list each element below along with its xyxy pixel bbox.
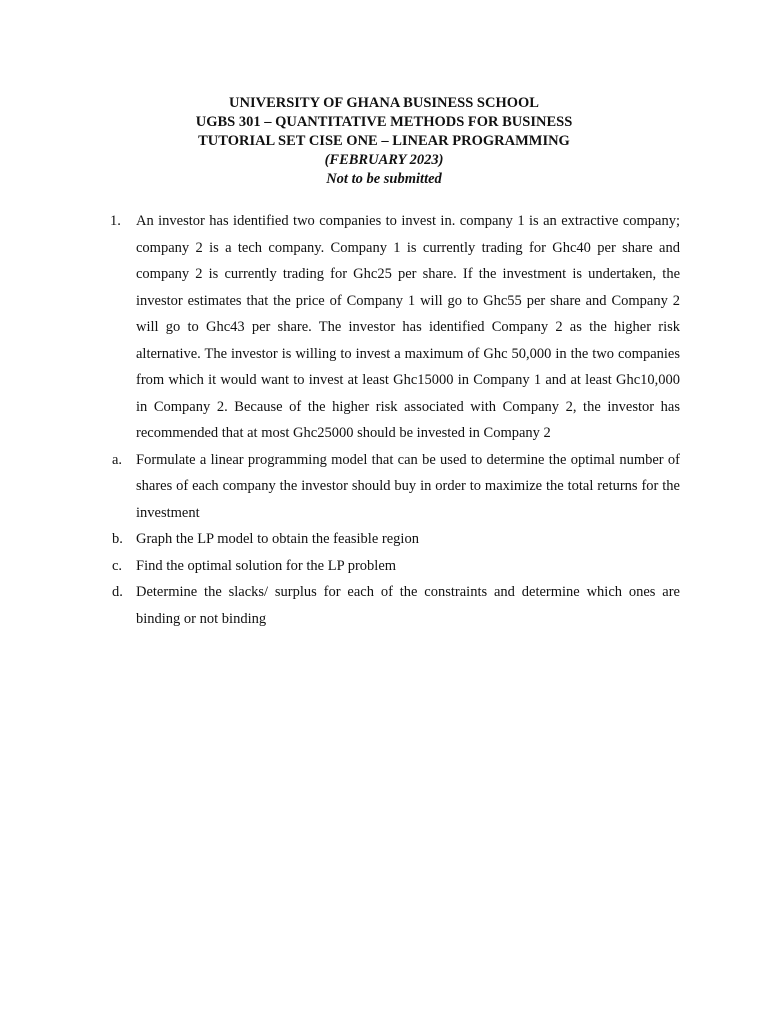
document-header bbox=[0, 94, 768, 189]
part-d-text: Determine the slacks/ surplus for each of the constraints and determine which ones are binding or not binding bbox=[136, 584, 680, 627]
question-row bbox=[110, 208, 680, 447]
school-name: UNIVERSITY OF GHANA BUSINESS SCHOOL bbox=[229, 95, 539, 111]
question-1 bbox=[110, 208, 680, 632]
part-a-text: Formulate a linear programming model that can be used to determine the optimal number of shares of each company the investor should buy in order to maximize the total returns for the investment bbox=[136, 451, 680, 521]
submission-note: Not to be submitted bbox=[326, 171, 442, 187]
part-b-letter: b. bbox=[112, 531, 123, 547]
part-c-text: Find the optimal solution for the LP problem bbox=[136, 557, 397, 574]
part-d-letter: d. bbox=[112, 584, 123, 600]
course-title: UGBS 301 – QUANTITATIVE METHODS FOR BUSINESS bbox=[195, 114, 573, 130]
part-a bbox=[110, 447, 680, 527]
part-b bbox=[110, 526, 680, 553]
part-c bbox=[110, 553, 680, 580]
tutorial-date: (FEBRUARY 2023) bbox=[324, 152, 444, 168]
part-a-letter: a. bbox=[112, 451, 123, 468]
tutorial-title: TUTORIAL SET CISE ONE – LINEAR PROGRAMMING bbox=[198, 133, 570, 149]
question-number: 1. bbox=[110, 213, 121, 229]
part-d bbox=[110, 579, 680, 632]
question-parts bbox=[110, 447, 680, 633]
question-text: An investor has identified two companies to invest in. company 1 is an extractive company; company 2 is a tech company. Company 1 is currently trading for Ghc40 per share and company 2 is currently trading for Ghc25 per share. If the investment is undertaken, the investor estimates that the price of Company 1 will go to Ghc55 per share and Company 2 will go to Ghc43 per share. The investor has identified Company 2 as the higher risk alternative. The investor is willing to invest a maximum of Ghc 50,000 in the two companies from which it would want to invest at least Ghc15000 in Company 1 and at least Ghc10,000 in Company 2. Because of the higher risk associated with Company 2, the investor has recommended that at most Ghc25000 should be invested in Company 2 bbox=[136, 213, 680, 441]
part-c-letter: c. bbox=[112, 557, 123, 574]
part-b-text: Graph the LP model to obtain the feasible region bbox=[136, 531, 419, 547]
